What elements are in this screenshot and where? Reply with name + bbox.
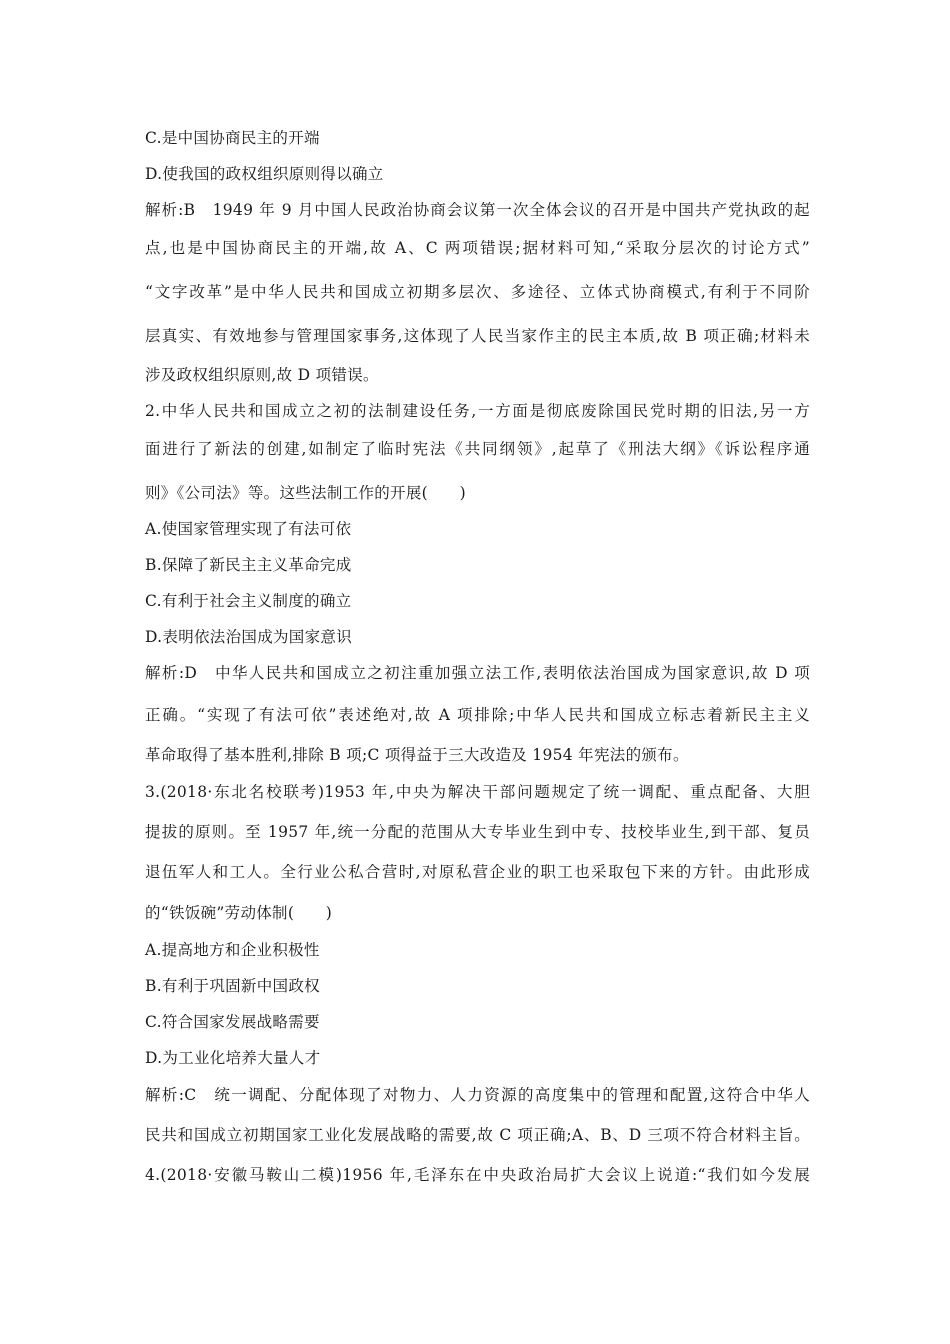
question-3-line-2: 提拔的原则。至 1957 年,统一分配的范围从大专毕业生到中专、技校毕业生,到干部、复员 — [145, 823, 810, 841]
analysis-q1-line-5: 涉及政权组织原则,故 D 项错误。 — [145, 366, 379, 384]
analysis-q1-line-2: 点,也是中国协商民主的开端,故 A、C 两项错误;据材料可知,“采取分层次的讨论方式” — [145, 239, 810, 257]
question-2-line-2: 面进行了新法的创建,如制定了临时宪法《共同纲领》,起草了《刑法大纲》《诉讼程序通 — [145, 440, 810, 458]
option-d-q3: D.为工业化培养大量人才 — [145, 1049, 321, 1067]
analysis-q2-line-3: 革命取得了基本胜利,排除 B 项;C 项得益于三大改造及 1954 年宪法的颁布。 — [145, 746, 689, 764]
option-a-q2: A.使国家管理实现了有法可依 — [145, 520, 352, 538]
option-b-q2: B.保障了新民主主义革命完成 — [145, 556, 352, 574]
analysis-q2-line-1: 解析:D 中华人民共和国成立之初注重加强立法工作,表明依法治国成为国家意识,故 D 项 — [145, 664, 810, 682]
option-c-q2: C.有利于社会主义制度的确立 — [145, 592, 352, 610]
analysis-q3-line-2: 民共和国成立初期国家工业化发展战略的需要,故 C 项正确;A、B、D 三项不符合材料主旨。 — [145, 1126, 810, 1144]
analysis-q3-line-1: 解析:C 统一调配、分配体现了对物力、人力资源的高度集中的管理和配置,这符合中华人 — [145, 1086, 810, 1104]
option-d-q2: D.表明依法治国成为国家意识 — [145, 628, 353, 646]
analysis-q1-line-4: 层真实、有效地参与管理国家事务,这体现了人民当家作主的民主本质,故 B 项正确;材料未 — [145, 327, 810, 345]
analysis-q1-line-1: 解析:B 1949 年 9 月中国人民政治协商会议第一次全体会议的召开是中国共产党执政的起 — [145, 201, 810, 219]
option-a-q3: A.提高地方和企业积极性 — [145, 941, 320, 959]
question-2-line-1: 2.中华人民共和国成立之初的法制建设任务,一方面是彻底废除国民党时期的旧法,另一方 — [145, 402, 810, 420]
option-b-q3: B.有利于巩固新中国政权 — [145, 977, 320, 995]
analysis-q1-line-3: “文字改革”是中华人民共和国成立初期多层次、多途径、立体式协商模式,有利于不同阶 — [145, 283, 810, 301]
option-c-q3: C.符合国家发展战略需要 — [145, 1013, 320, 1031]
question-2-line-3: 则》《公司法》等。这些法制工作的开展( ) — [145, 484, 466, 502]
analysis-q2-line-2: 正确。“实现了有法可依”表述绝对,故 A 项排除;中华人民共和国成立标志着新民主主义 — [145, 706, 810, 724]
question-3-line-3: 退伍军人和工人。全行业公私合营时,对原私营企业的职工也采取包下来的方针。由此形成 — [145, 863, 810, 881]
option-c-q1: C.是中国协商民主的开端 — [145, 129, 320, 147]
option-d-q1: D.使我国的政权组织原则得以确立 — [145, 165, 384, 183]
question-3-line-1: 3.(2018·东北名校联考)1953 年,中央为解决干部问题规定了统一调配、重点配备、大胆 — [145, 783, 810, 801]
question-4-line-1: 4.(2018·安徽马鞍山二模)1956 年,毛泽东在中央政治局扩大会议上说道:“我们如今发展 — [145, 1166, 810, 1184]
question-3-line-4: 的“铁饭碗”劳动体制( ) — [145, 904, 333, 922]
